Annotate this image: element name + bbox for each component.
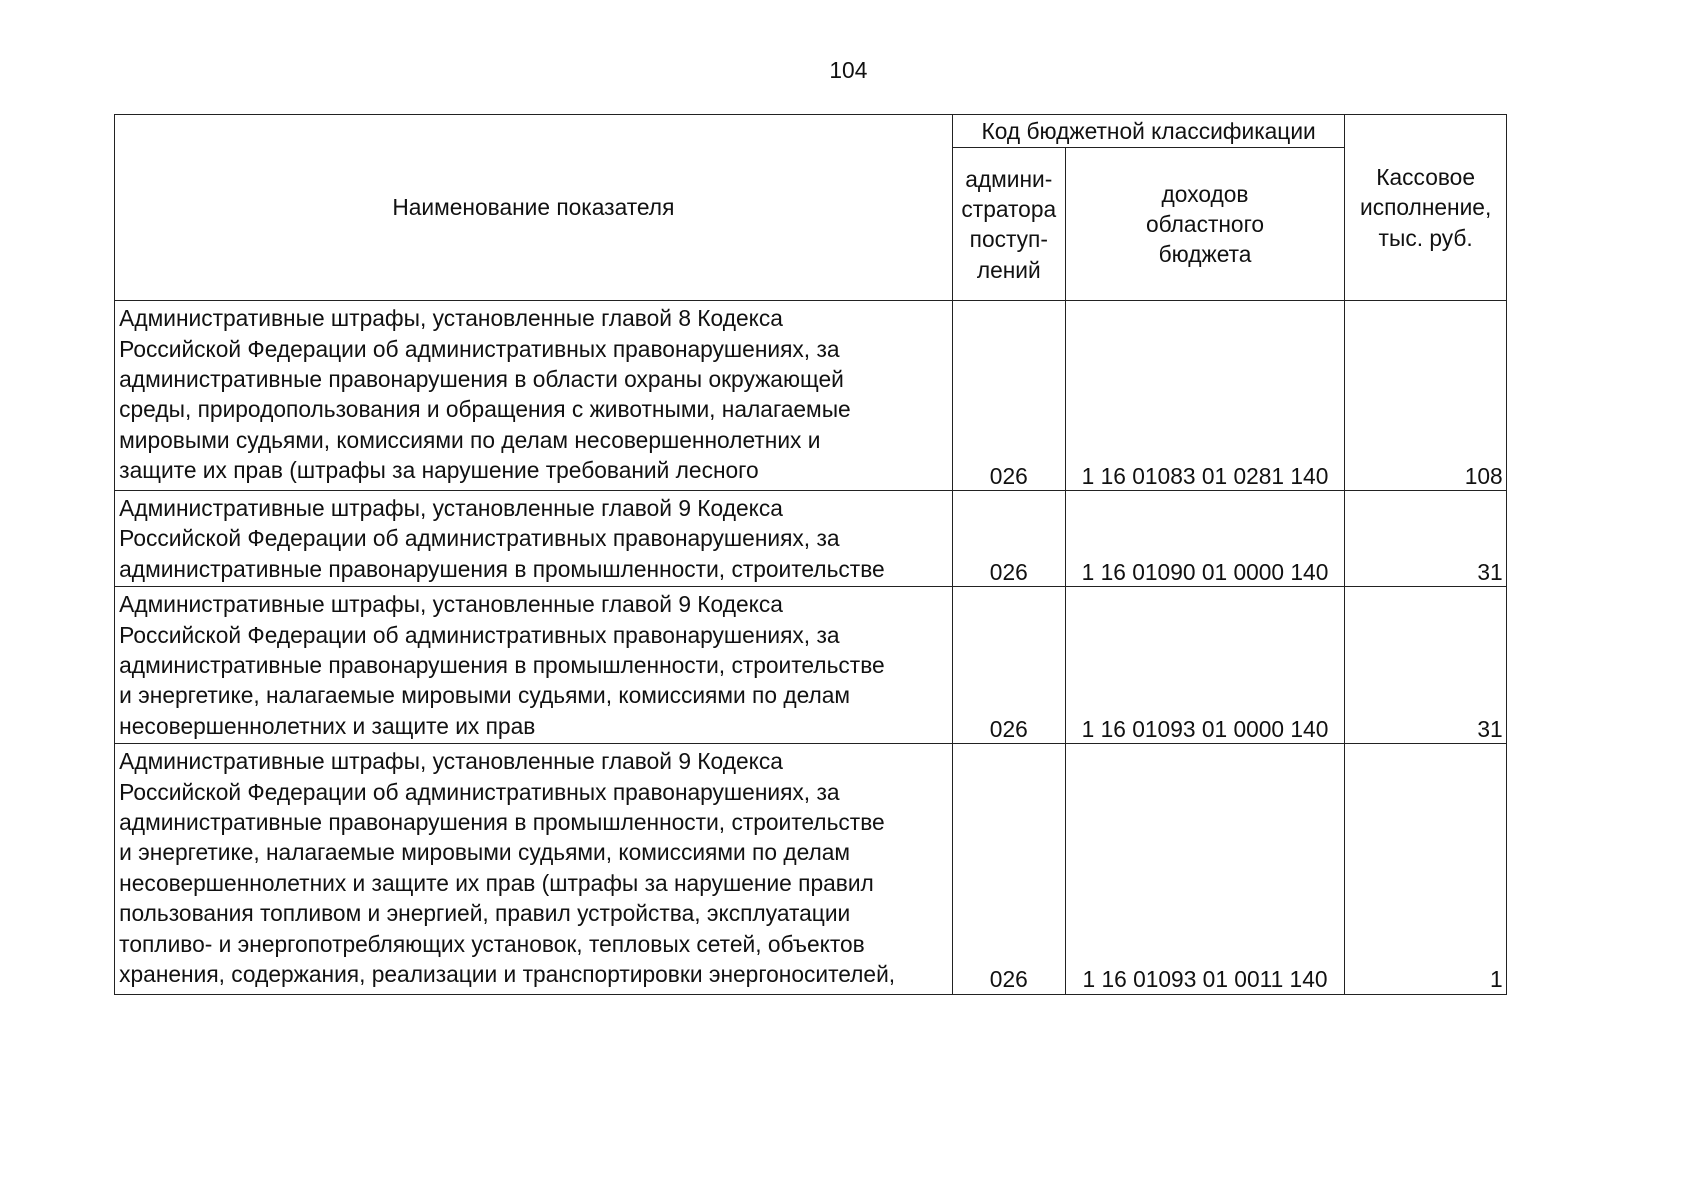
description-line: защите их прав (штрафы за нарушение требований лесного: [119, 457, 759, 484]
row-amount: 108: [1345, 301, 1507, 491]
description-line: административные правонарушения в промышленности, строительстве: [119, 809, 885, 836]
description-line: Административные штрафы, установленные главой 9 Кодекса: [119, 494, 783, 521]
table-row: [114, 744, 1506, 994]
header-group: [952, 114, 1344, 148]
row-amount: 31: [1345, 587, 1507, 744]
description-line: топливо- и энергопотребляющих установок, тепловых сетей, объектов: [119, 930, 865, 957]
row-admin-code: 026: [952, 744, 1065, 994]
header-admin-line: лений: [976, 256, 1041, 283]
header-income: [1065, 148, 1345, 301]
row-description: [114, 490, 952, 586]
description-line: административные правонарушения в промышленности, строительстве: [119, 652, 885, 679]
header-income-line: областного: [1145, 211, 1265, 238]
row-admin-code: 026: [952, 301, 1065, 491]
header-name-label: Наименование показателя: [392, 194, 675, 221]
header-amount-line: исполнение,: [1359, 194, 1492, 221]
row-income-code: 1 16 01090 01 0000 140: [1065, 490, 1345, 586]
row-description: [114, 587, 952, 744]
row-admin-code: 026: [952, 490, 1065, 586]
table-row: [114, 301, 1506, 491]
row-admin-code: 026: [952, 587, 1065, 744]
description-line: несовершеннолетних и защите их прав (штрафы за нарушение правил: [119, 869, 874, 896]
row-amount: 1: [1345, 744, 1507, 994]
description-line: административные правонарушения в области охраны окружающей: [119, 366, 844, 392]
row-amount: 31: [1345, 490, 1507, 586]
description-line: несовершеннолетних и защите их прав: [119, 712, 536, 739]
table-row: [114, 587, 1506, 744]
description-line: Российской Федерации об административных правонарушениях, за: [119, 778, 840, 805]
header-amount-line: Кассовое: [1376, 163, 1475, 190]
description-line: среды, природопользования и обращения с животными, налагаемые: [119, 396, 851, 423]
description-line: Российской Федерации об административных правонарушениях, за: [119, 621, 840, 648]
description-line: Административные штрафы, установленные главой 9 Кодекса: [119, 748, 783, 775]
header-income-line: бюджета: [1158, 241, 1252, 268]
header-amount-line: тыс. руб.: [1378, 224, 1473, 251]
description-line: и энергетике, налагаемые мировыми судьями, комиссиями по делам: [119, 682, 851, 709]
row-income-code: 1 16 01083 01 0281 140: [1065, 301, 1345, 491]
row-income-code: 1 16 01093 01 0011 140: [1065, 744, 1345, 994]
header-admin-line: админи-: [965, 165, 1053, 192]
row-income-code: 1 16 01093 01 0000 140: [1065, 587, 1345, 744]
header-admin-line: стратора: [961, 195, 1057, 222]
page-number: 104: [829, 57, 868, 84]
header-name: [114, 114, 952, 300]
description-line: пользования топливом и энергией, правил устройства, эксплуатации: [119, 900, 851, 927]
description-line: хранения, содержания, реализации и транспортировки энергоносителей,: [119, 960, 896, 987]
table-row: [114, 490, 1506, 586]
header-amount: [1345, 114, 1507, 300]
description-line: Российской Федерации об административных правонарушениях, за: [119, 525, 840, 552]
description-line: Административные штрафы, установленные главой 8 Кодекса: [119, 305, 783, 332]
description-line: мировыми судьями, комиссиями по делам несовершеннолетних и: [119, 426, 821, 453]
header-admin-line: поступ-: [969, 226, 1048, 253]
header-admin: [952, 148, 1065, 301]
row-description: [114, 744, 952, 994]
description-line: Административные штрафы, установленные главой 9 Кодекса: [119, 591, 783, 618]
description-line: Российской Федерации об административных правонарушениях, за: [119, 335, 840, 362]
description-line: административные правонарушения в промышленности, строительстве: [119, 555, 885, 582]
budget-table: [114, 114, 1507, 995]
header-group-label: Код бюджетной классификации: [981, 118, 1316, 145]
row-description: [114, 301, 952, 491]
header-income-line: доходов: [1161, 180, 1249, 207]
description-line: и энергетике, налагаемые мировыми судьями, комиссиями по делам: [119, 839, 851, 866]
